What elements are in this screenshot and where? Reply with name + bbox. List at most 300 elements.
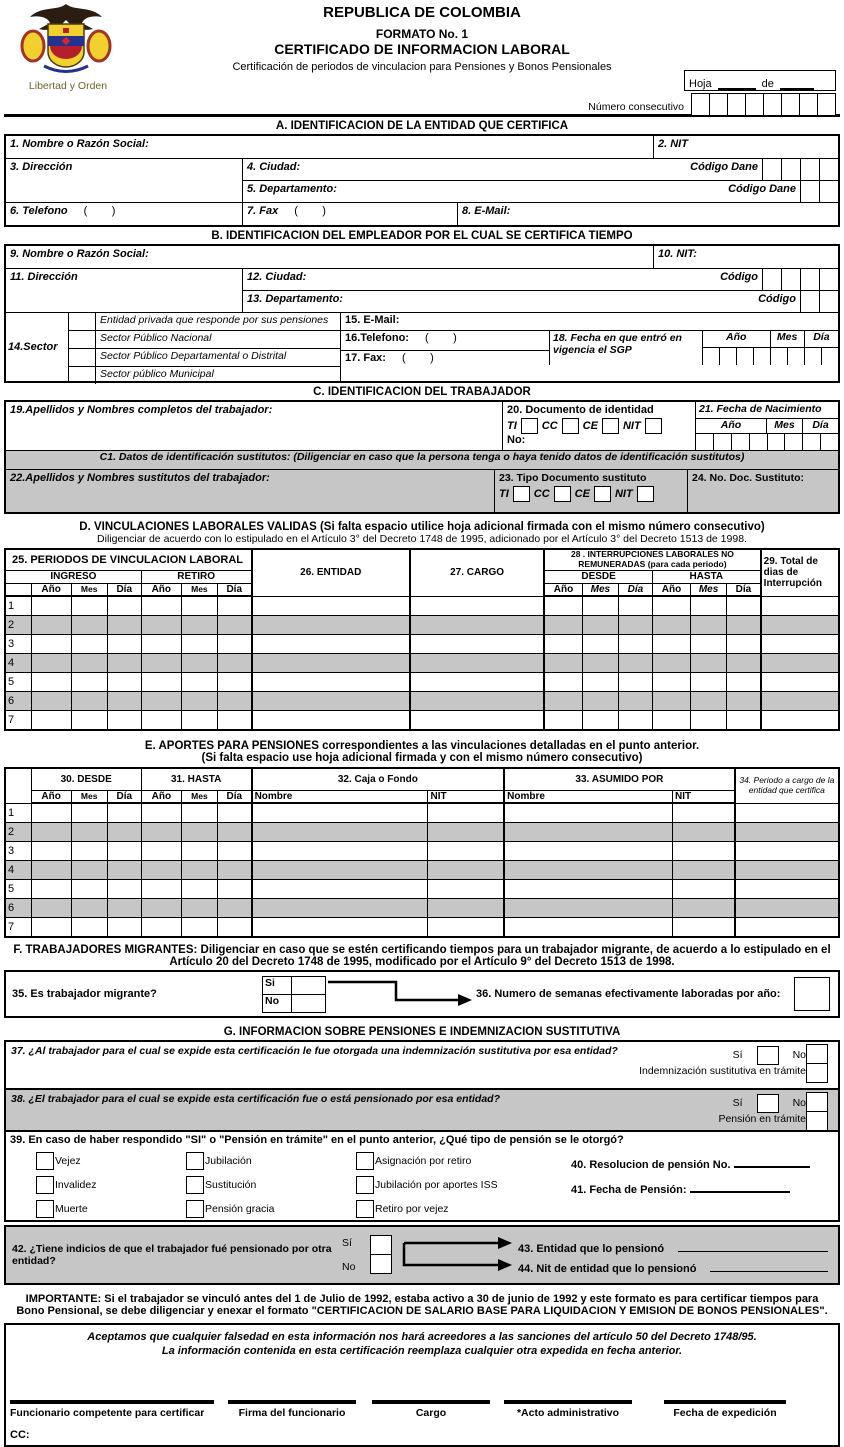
input-cell[interactable] [107, 842, 141, 861]
input-cell[interactable] [582, 635, 618, 654]
consecutivo-cell[interactable] [727, 93, 746, 116]
input-cell[interactable] [217, 596, 251, 616]
input-cell[interactable] [141, 880, 181, 899]
field-2-nit[interactable]: 2. NIT [653, 136, 838, 158]
input-cell[interactable] [71, 654, 107, 673]
field-17-fax[interactable]: 17. Fax: ( ) [345, 352, 434, 364]
input-cell[interactable] [217, 861, 251, 880]
input-cell[interactable] [428, 803, 504, 823]
input-cell[interactable] [673, 803, 735, 823]
codigo-dane-cell[interactable] [819, 181, 838, 202]
input-cell[interactable] [428, 861, 504, 880]
input-cell[interactable] [252, 880, 428, 899]
input-cell[interactable] [141, 861, 181, 880]
codigo-dane-cell[interactable] [781, 159, 800, 180]
pension-type-option[interactable]: Pensión gracia [186, 1200, 356, 1218]
input-cell[interactable] [544, 616, 582, 635]
input-cell[interactable] [727, 635, 761, 654]
input-cell[interactable] [71, 803, 107, 823]
input-cell[interactable] [141, 692, 181, 711]
date-cell[interactable] [784, 434, 802, 451]
input-cell[interactable] [410, 711, 544, 731]
input-cell[interactable] [652, 596, 690, 616]
checkbox-42-no[interactable] [370, 1254, 392, 1274]
input-cell[interactable] [217, 711, 251, 731]
pension-type-option[interactable]: Jubilación por aportes ISS [356, 1176, 571, 1194]
input-cell[interactable] [410, 654, 544, 673]
input-cell[interactable] [107, 654, 141, 673]
input-cell[interactable] [582, 673, 618, 692]
input-cell[interactable] [428, 842, 504, 861]
input-cell[interactable] [141, 616, 181, 635]
field-6-telefono[interactable]: 6. Telefono ( ) [10, 205, 116, 217]
field-10-nit[interactable]: 10. NIT: [653, 246, 838, 268]
input-cell[interactable] [252, 692, 410, 711]
checkbox-ti-sustituto[interactable] [513, 486, 530, 502]
signature-line[interactable] [664, 1400, 786, 1404]
input-cell[interactable] [691, 596, 727, 616]
date-cell[interactable] [804, 348, 821, 365]
date-cell[interactable] [736, 348, 753, 365]
input-cell[interactable] [141, 842, 181, 861]
section-a-title: A. IDENTIFICACION DE LA ENTIDAD QUE CERTIFICA [275, 120, 569, 132]
field-7-fax[interactable]: 7. Fax ( ) [242, 203, 457, 225]
input-cell[interactable] [673, 899, 735, 918]
checkbox-38-si[interactable] [757, 1094, 779, 1113]
field-3-direccion[interactable]: 3. Dirección [10, 161, 73, 173]
consecutivo-cell[interactable] [763, 93, 782, 116]
sector-option[interactable]: Sector público Municipal [69, 367, 340, 384]
input-cell[interactable] [31, 842, 71, 861]
field-16-telefono[interactable]: 16.Telefono: ( ) [341, 331, 549, 351]
codigo-cell[interactable] [819, 269, 838, 290]
input-cell[interactable] [141, 654, 181, 673]
input-cell[interactable] [217, 803, 251, 823]
checkbox-37-no[interactable] [806, 1044, 828, 1064]
resolucion-input-line[interactable] [734, 1156, 810, 1168]
codigo-dane-cell[interactable] [762, 159, 781, 180]
input-cell[interactable] [504, 842, 672, 861]
input-cell[interactable] [428, 899, 504, 918]
checkbox-sector-departamental[interactable] [69, 349, 96, 366]
input-cell[interactable] [727, 654, 761, 673]
date-cell[interactable] [749, 434, 767, 451]
input-cell[interactable] [544, 711, 582, 731]
input-cell[interactable] [141, 899, 181, 918]
input-cell[interactable] [181, 823, 217, 842]
signature-line[interactable] [504, 1400, 632, 1404]
date-cell[interactable] [713, 434, 731, 451]
input-cell[interactable] [71, 616, 107, 635]
input-cell[interactable] [652, 654, 690, 673]
hoja-de-input-line[interactable] [780, 76, 814, 90]
input-cell[interactable] [504, 803, 672, 823]
consecutivo-cell[interactable] [691, 93, 710, 116]
input-cell[interactable] [761, 673, 839, 692]
input-cell[interactable] [691, 654, 727, 673]
input-cell[interactable] [410, 635, 544, 654]
field-22-apellidos-sustitutos[interactable]: 22.Apellidos y Nombres sustitutos del trabajador: [10, 472, 270, 484]
input-cell[interactable] [761, 596, 839, 616]
input-cell[interactable] [618, 654, 652, 673]
input-cell[interactable] [141, 673, 181, 692]
input-cell[interactable] [141, 803, 181, 823]
input-cell[interactable] [618, 596, 652, 616]
fecha-pension-input-line[interactable] [690, 1181, 790, 1193]
input-cell[interactable] [544, 654, 582, 673]
input-cell[interactable] [107, 616, 141, 635]
input-cell[interactable] [71, 899, 107, 918]
input-cell[interactable] [252, 803, 428, 823]
input-cell[interactable] [582, 711, 618, 731]
input-cell[interactable] [252, 711, 410, 731]
input-cell[interactable] [727, 692, 761, 711]
checkbox-invalidez[interactable] [36, 1176, 54, 1194]
input-cell[interactable] [735, 918, 839, 938]
input-cell[interactable] [252, 635, 410, 654]
input-cell[interactable] [217, 673, 251, 692]
input-cell[interactable] [31, 803, 71, 823]
input-cell[interactable] [107, 918, 141, 938]
field-11-direccion[interactable]: 11. Dirección [10, 271, 78, 283]
input-cell[interactable] [252, 842, 428, 861]
date-cell[interactable] [802, 434, 820, 451]
codigo-cell[interactable] [762, 269, 781, 290]
logo-motto: Libertad y Orden [28, 80, 108, 92]
checkbox-sustitucion[interactable] [186, 1176, 204, 1194]
date-cell[interactable] [731, 434, 749, 451]
input-cell[interactable] [31, 635, 71, 654]
consecutivo-cell[interactable] [709, 93, 728, 116]
input-cell[interactable] [141, 823, 181, 842]
checkbox-37-si[interactable] [757, 1046, 779, 1065]
input-cell[interactable] [673, 880, 735, 899]
input-cell[interactable] [410, 692, 544, 711]
input-cell[interactable] [735, 842, 839, 861]
checkbox-ti[interactable] [521, 418, 538, 434]
input-cell[interactable] [618, 616, 652, 635]
input-cell[interactable] [217, 635, 251, 654]
field-20-numero[interactable]: No: [507, 434, 526, 446]
input-cell[interactable] [141, 635, 181, 654]
input-cell[interactable] [181, 673, 217, 692]
field-4-ciudad[interactable]: 4. Ciudad: Código Dane [243, 159, 762, 180]
input-cell[interactable] [618, 692, 652, 711]
input-cell[interactable] [652, 692, 690, 711]
input-cell[interactable] [582, 692, 618, 711]
input-cell[interactable] [141, 596, 181, 616]
input-cell[interactable] [107, 692, 141, 711]
input-cell[interactable] [181, 692, 217, 711]
day-header: Día [804, 331, 838, 347]
input-cell[interactable] [217, 899, 251, 918]
input-cell[interactable] [181, 616, 217, 635]
pension-type-option[interactable]: Jubilación [186, 1152, 356, 1170]
checkbox-38-tramite[interactable] [806, 1111, 828, 1131]
input-cell[interactable] [217, 918, 251, 938]
checkbox-sector-privada[interactable] [69, 313, 96, 330]
date-cell[interactable] [753, 348, 770, 365]
input-cell[interactable] [252, 918, 428, 938]
input-cell[interactable] [761, 616, 839, 635]
input-cell[interactable] [544, 692, 582, 711]
input-cell[interactable] [582, 596, 618, 616]
input-cell[interactable] [410, 596, 544, 616]
input-cell[interactable] [544, 596, 582, 616]
checkbox-nit[interactable] [645, 418, 662, 434]
input-cell[interactable] [217, 880, 251, 899]
input-cell[interactable] [428, 823, 504, 842]
checkbox-retiro-vejez[interactable] [356, 1200, 374, 1218]
input-cell[interactable] [181, 596, 217, 616]
input-cell[interactable] [181, 899, 217, 918]
input-cell[interactable] [107, 823, 141, 842]
checkbox-muerte[interactable] [36, 1200, 54, 1218]
input-cell[interactable] [31, 692, 71, 711]
input-cell[interactable] [504, 899, 672, 918]
input-cell[interactable] [727, 711, 761, 731]
checkbox-42-si[interactable] [370, 1235, 392, 1255]
signature-line[interactable] [10, 1400, 214, 1404]
field-24-no-doc-sustituto[interactable]: 24. No. Doc. Sustituto: [687, 470, 838, 512]
date-cell[interactable] [719, 348, 736, 365]
checkbox-migrante-si[interactable] [291, 977, 325, 994]
input-cell[interactable] [691, 711, 727, 731]
input-cell[interactable] [428, 918, 504, 938]
pension-type-option[interactable]: Asignación por retiro [356, 1152, 571, 1170]
pension-type-option[interactable]: Retiro por vejez [356, 1200, 571, 1218]
input-cell[interactable] [410, 616, 544, 635]
checkbox-jubilacion-iss[interactable] [356, 1176, 374, 1194]
input-cell[interactable] [107, 673, 141, 692]
header-titles [154, 0, 690, 73]
input-cell[interactable] [504, 880, 672, 899]
semanas-input-box[interactable] [794, 977, 830, 1011]
input-cell[interactable] [181, 654, 217, 673]
field-9-nombre-razon-social[interactable]: 9. Nombre o Razón Social: [10, 248, 149, 260]
input-cell[interactable] [652, 635, 690, 654]
input-cell[interactable] [761, 692, 839, 711]
input-cell[interactable] [691, 673, 727, 692]
codigo-cell[interactable] [781, 269, 800, 290]
input-cell[interactable] [107, 635, 141, 654]
hoja-input-line[interactable] [718, 76, 756, 90]
input-cell[interactable] [71, 861, 107, 880]
input-cell[interactable] [544, 673, 582, 692]
input-cell[interactable] [673, 823, 735, 842]
codigo-cell[interactable] [819, 291, 838, 312]
pension-type-option[interactable]: Sustitución [186, 1176, 356, 1194]
input-cell[interactable] [504, 823, 672, 842]
input-cell[interactable] [691, 635, 727, 654]
field-15-email[interactable]: 15. E-Mail: [345, 314, 400, 326]
input-cell[interactable] [71, 711, 107, 731]
input-cell[interactable] [71, 635, 107, 654]
input-cell[interactable] [252, 861, 428, 880]
consecutivo-cell[interactable] [745, 93, 764, 116]
input-cell[interactable] [31, 673, 71, 692]
checkbox-37-tramite[interactable] [806, 1063, 828, 1083]
checkbox-sector-nacional[interactable] [69, 331, 96, 348]
input-cell[interactable] [181, 918, 217, 938]
input-cell[interactable] [31, 861, 71, 880]
input-cell[interactable] [217, 616, 251, 635]
date-cell[interactable] [820, 434, 838, 451]
date-cell[interactable] [770, 348, 787, 365]
input-cell[interactable] [31, 616, 71, 635]
sector-option[interactable]: Sector Público Nacional [69, 331, 340, 349]
checkbox-ce-sustituto[interactable] [594, 486, 611, 502]
input-cell[interactable] [252, 899, 428, 918]
consecutivo-cell[interactable] [817, 93, 836, 116]
input-cell[interactable] [652, 711, 690, 731]
input-cell[interactable] [652, 673, 690, 692]
input-cell[interactable] [691, 616, 727, 635]
date-cell[interactable] [696, 434, 713, 451]
input-cell[interactable] [761, 711, 839, 731]
input-cell[interactable] [107, 880, 141, 899]
checkbox-cc-sustituto[interactable] [554, 486, 571, 502]
input-cell[interactable] [31, 654, 71, 673]
input-cell[interactable] [181, 803, 217, 823]
input-cell[interactable] [31, 711, 71, 731]
field-8-email[interactable]: 8. E-Mail: [457, 203, 838, 225]
checkbox-nit-sustituto[interactable] [637, 486, 654, 502]
codigo-cell[interactable] [800, 291, 819, 312]
sector-option[interactable]: Entidad privada que responde por sus pensiones [69, 313, 340, 331]
input-cell[interactable] [107, 861, 141, 880]
checkbox-jubilacion[interactable] [186, 1152, 204, 1170]
input-cell[interactable] [735, 823, 839, 842]
input-cell[interactable] [71, 673, 107, 692]
input-cell[interactable] [727, 596, 761, 616]
input-cell[interactable] [71, 596, 107, 616]
input-cell[interactable] [410, 673, 544, 692]
input-cell[interactable] [141, 918, 181, 938]
input-cell[interactable] [673, 918, 735, 938]
pension-type-option[interactable]: Muerte [36, 1200, 186, 1218]
input-cell[interactable] [544, 635, 582, 654]
input-cell[interactable] [31, 918, 71, 938]
input-cell[interactable] [31, 596, 71, 616]
input-cell[interactable] [735, 899, 839, 918]
input-cell[interactable] [107, 899, 141, 918]
input-cell[interactable] [107, 596, 141, 616]
input-cell[interactable] [691, 692, 727, 711]
input-cell[interactable] [217, 823, 251, 842]
input-cell[interactable] [761, 635, 839, 654]
date-cell[interactable] [787, 348, 804, 365]
input-cell[interactable] [582, 616, 618, 635]
input-cell[interactable] [71, 692, 107, 711]
input-cell[interactable] [735, 803, 839, 823]
checkbox-sector-municipal[interactable] [69, 367, 96, 384]
input-cell[interactable] [217, 842, 251, 861]
checkbox-38-no[interactable] [806, 1092, 828, 1112]
input-cell[interactable] [761, 654, 839, 673]
field-5-departamento[interactable]: 5. Departamento: Código Dane [243, 181, 800, 202]
input-cell[interactable] [735, 880, 839, 899]
input-cell[interactable] [252, 823, 428, 842]
input-cell[interactable] [141, 711, 181, 731]
codigo-dane-cell[interactable] [800, 159, 819, 180]
input-cell[interactable] [618, 673, 652, 692]
input-cell[interactable] [181, 635, 217, 654]
input-cell[interactable] [504, 861, 672, 880]
date-cell[interactable] [703, 348, 719, 365]
input-cell[interactable] [618, 711, 652, 731]
codigo-dane-cell[interactable] [800, 181, 819, 202]
sector-option[interactable]: Sector Público Departamental o Distrital [69, 349, 340, 367]
input-cell[interactable] [217, 692, 251, 711]
input-cell[interactable] [252, 616, 410, 635]
input-cell[interactable] [31, 823, 71, 842]
codigo-dane-cell[interactable] [819, 159, 838, 180]
input-cell[interactable] [71, 842, 107, 861]
checkbox-cc[interactable] [562, 418, 579, 434]
checkbox-vejez[interactable] [36, 1152, 54, 1170]
field-12-ciudad[interactable]: 12. Ciudad: Código [243, 269, 762, 290]
consecutivo-cell[interactable] [799, 93, 818, 116]
pension-type-option[interactable]: Invalidez [36, 1176, 186, 1194]
nit-pensiono-input-line[interactable] [710, 1259, 828, 1272]
checkbox-asignacion-retiro[interactable] [356, 1152, 374, 1170]
input-cell[interactable] [31, 899, 71, 918]
input-cell[interactable] [428, 880, 504, 899]
input-cell[interactable] [107, 803, 141, 823]
input-cell[interactable] [181, 880, 217, 899]
signature-line[interactable] [372, 1400, 490, 1404]
input-cell[interactable] [582, 654, 618, 673]
input-cell[interactable] [727, 616, 761, 635]
consecutivo-cell[interactable] [781, 93, 800, 116]
checkbox-migrante-no[interactable] [291, 995, 325, 1012]
field-13-departamento[interactable]: 13. Departamento: Código [243, 291, 800, 312]
footer-line-1: Aceptamos que cualquier falsedad en esta información nos hará acreedores a las sanciones del artículo 50 del Decreto 1748/95. [87, 1331, 757, 1344]
field-1-nombre-razon-social[interactable]: 1. Nombre o Razón Social: [10, 138, 149, 150]
signature-line[interactable] [228, 1400, 356, 1404]
cc-field[interactable]: CC: [10, 1429, 30, 1442]
input-cell[interactable] [673, 861, 735, 880]
field-19-apellidos-nombres[interactable]: 19.Apellidos y Nombres completos del trabajador: [10, 404, 273, 416]
input-cell[interactable] [181, 711, 217, 731]
input-cell[interactable] [673, 842, 735, 861]
date-cell[interactable] [821, 348, 838, 365]
input-cell[interactable] [735, 861, 839, 880]
input-cell[interactable] [181, 861, 217, 880]
checkbox-pension-gracia[interactable] [186, 1200, 204, 1218]
input-cell[interactable] [252, 596, 410, 616]
input-cell[interactable] [181, 842, 217, 861]
input-cell[interactable] [252, 654, 410, 673]
input-cell[interactable] [71, 823, 107, 842]
input-cell[interactable] [107, 711, 141, 731]
input-cell[interactable] [31, 880, 71, 899]
codigo-cell[interactable] [800, 269, 819, 290]
entidad-pensiono-input-line[interactable] [678, 1239, 828, 1252]
input-cell[interactable] [71, 880, 107, 899]
input-cell[interactable] [727, 673, 761, 692]
checkbox-ce[interactable] [602, 418, 619, 434]
input-cell[interactable] [504, 918, 672, 938]
date-cell[interactable] [767, 434, 785, 451]
input-cell[interactable] [618, 635, 652, 654]
input-cell[interactable] [71, 918, 107, 938]
input-cell[interactable] [217, 654, 251, 673]
pension-type-option[interactable]: Vejez [36, 1152, 186, 1170]
input-cell[interactable] [652, 616, 690, 635]
input-cell[interactable] [252, 673, 410, 692]
